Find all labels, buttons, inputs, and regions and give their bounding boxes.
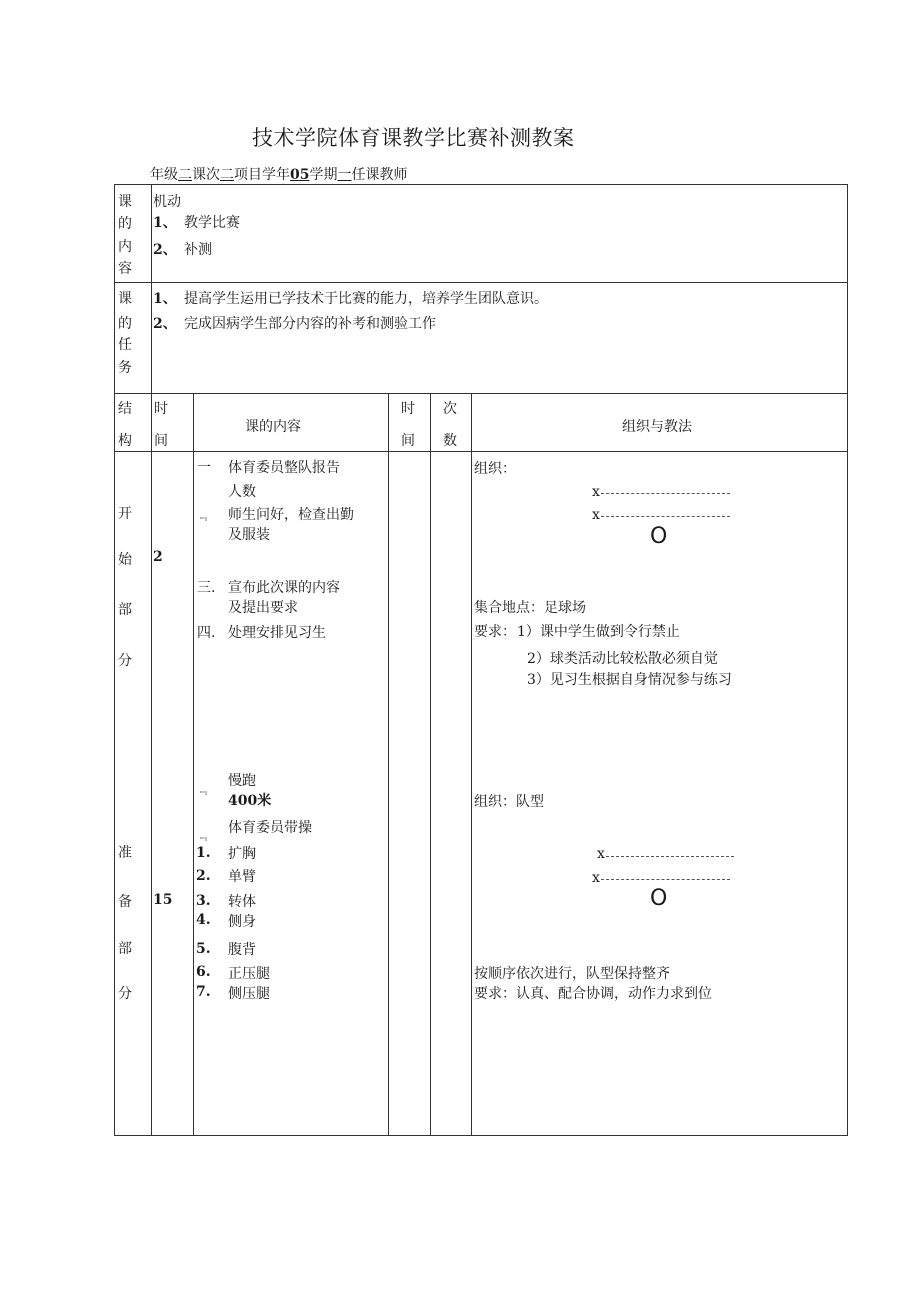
prep-item-number: 1. (196, 845, 211, 861)
header-structure-char: 构 (118, 433, 132, 449)
content-section-label-char: 课 (118, 194, 132, 210)
header-structure-char: 结 (118, 401, 132, 417)
header-time-char: 间 (154, 433, 168, 449)
start-requirement: 2）球类活动比较松散必须自觉 (527, 651, 718, 667)
table-border-right (847, 184, 848, 1136)
page-title: 技术学院体育课教学比赛补测教案 (252, 126, 575, 150)
prep-item-text: 400米 (228, 793, 272, 809)
content-line-number: 1、 (153, 215, 177, 231)
table-border-bottom (114, 1135, 848, 1136)
prep-item-number: 6. (196, 964, 211, 980)
formation-x-marker: x (592, 870, 600, 886)
formation-x-marker: x (592, 484, 600, 500)
start-requirement: 3）见习生根据自身情况参与练习 (527, 672, 732, 688)
formation-line (601, 879, 730, 880)
prep-part-time: 15 (153, 892, 173, 908)
start-part-label-char: 部 (118, 602, 132, 618)
prep-item-text: 单臂 (228, 869, 256, 885)
table-col-divider (193, 393, 194, 1136)
prep-item-text: 体育委员带操 (228, 820, 312, 836)
prep-item-text: 正压腿 (228, 966, 270, 982)
meta-grade-label: 年级 (150, 167, 178, 183)
prep-part-label-char: 备 (118, 894, 132, 910)
header-content: 课的内容 (245, 419, 301, 435)
start-item-number: 三. (197, 580, 216, 596)
meta-teacher-label: 任课教师 (351, 167, 408, 183)
table-col-divider (388, 393, 389, 1136)
meta-term-label: 学期 (309, 167, 338, 183)
start-item-text: 人数 (228, 484, 256, 500)
start-item-number: 一 (197, 460, 211, 476)
prep-item-number: ﹃ (197, 832, 207, 843)
prep-item-number: 3. (196, 893, 211, 909)
task-section-label-char: 务 (118, 360, 132, 376)
task-section-label-char: 的 (118, 316, 132, 332)
prep-item-text: 腹背 (228, 942, 256, 958)
start-requirement: 1）课中学生做到令行禁止 (517, 624, 680, 640)
table-border-left (114, 184, 115, 1136)
task-section-label-char: 任 (118, 337, 132, 353)
formation-line (606, 856, 734, 857)
content-line-text: 补测 (184, 242, 212, 258)
content-section-label-char: 容 (118, 261, 132, 277)
formation-line (601, 516, 730, 517)
prep-item-number: 5. (196, 941, 211, 957)
prep-item-number: 4. (196, 912, 211, 928)
prep-order-note: 按顺序依次进行，队型保持整齐 (474, 966, 670, 982)
start-item-text: 师生问好，检查出勤 (228, 507, 354, 523)
table-col-divider (430, 393, 431, 1136)
start-part-label-char: 分 (118, 653, 132, 669)
task-section-label-char: 课 (118, 291, 132, 307)
task-line-number: 1、 (153, 291, 177, 307)
start-item-text: 体育委员整队报告 (228, 460, 340, 476)
start-part-label-char: 开 (118, 506, 132, 522)
prep-part-label-char: 部 (118, 941, 132, 957)
table-divider (114, 393, 848, 394)
prep-item-number: 2. (196, 868, 211, 884)
task-line-text: 提高学生运用已学技术于比赛的能力，培养学生团队意识。 (184, 291, 548, 307)
meta-project-label: 项目学年 (234, 167, 290, 183)
header-time-char: 间 (401, 433, 415, 449)
formation-line (601, 493, 730, 494)
prep-item-number: ﹃ (197, 786, 207, 797)
start-part-label-char: 始 (118, 552, 132, 568)
course-meta-line (150, 164, 407, 184)
start-item-text: 及提出要求 (228, 600, 298, 616)
start-item-text: 宣布此次课的内容 (228, 580, 340, 596)
task-line-text: 完成因病学生部分内容的补考和测验工作 (184, 316, 436, 332)
table-divider (114, 451, 848, 452)
start-item-number: ﹃ (197, 512, 207, 523)
formation-teacher-marker: O (650, 524, 668, 549)
start-org-label: 组织： (474, 461, 516, 477)
prep-item-number: 7. (196, 984, 211, 1000)
prep-part-label-char: 分 (118, 986, 132, 1002)
prep-part-label-char: 准 (118, 845, 132, 861)
formation-x-marker: x (592, 507, 600, 523)
meta-session-value: 二 (220, 167, 234, 183)
table-col-divider (471, 393, 472, 1136)
table-divider (114, 282, 848, 283)
table-col-divider (151, 184, 152, 1136)
meta-year-value: 05 (290, 167, 310, 183)
prep-item-text: 侧压腿 (228, 986, 270, 1002)
formation-teacher-marker: O (650, 886, 668, 911)
content-line-number: 2、 (153, 242, 177, 258)
start-req-label: 要求： (474, 624, 516, 640)
content-line-text: 机动 (153, 194, 181, 210)
content-section-label-char: 内 (118, 239, 132, 255)
content-section-label-char: 的 (118, 216, 132, 232)
header-time-char: 时 (401, 401, 415, 417)
header-method: 组织与教法 (622, 419, 692, 435)
header-count-char: 次 (443, 401, 457, 417)
prep-item-text: 扩胸 (228, 846, 256, 862)
table-border-top (114, 184, 848, 185)
start-item-number: 四. (197, 625, 216, 641)
start-item-text: 处理安排见习生 (228, 625, 326, 641)
meta-term-value: 一 (337, 167, 352, 183)
meta-grade-value: 二 (178, 167, 192, 183)
header-count-char: 数 (443, 433, 457, 449)
prep-org-label: 组织：队型 (474, 794, 544, 810)
content-line-text: 教学比赛 (184, 215, 240, 231)
task-line-number: 2、 (153, 316, 177, 332)
header-time-char: 时 (154, 401, 168, 417)
prep-item-text: 侧身 (228, 914, 256, 930)
formation-x-marker: x (597, 846, 605, 862)
meta-session-label: 课次 (192, 167, 220, 183)
start-part-time: 2 (153, 549, 163, 565)
prep-item-text: 慢跑 (228, 773, 256, 789)
prep-item-text: 转体 (228, 894, 256, 910)
start-item-text: 及服装 (228, 527, 270, 543)
start-location: 集合地点：足球场 (474, 600, 586, 616)
prep-requirement: 要求：认真、配合协调，动作力求到位 (474, 986, 712, 1002)
